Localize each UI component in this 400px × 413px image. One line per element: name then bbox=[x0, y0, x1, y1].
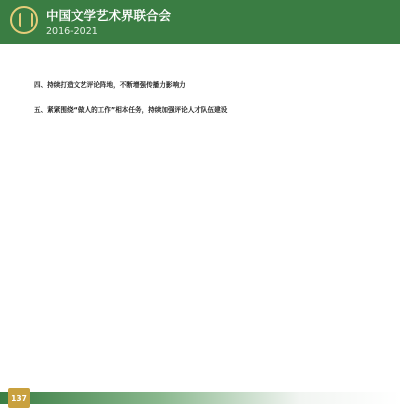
paragraph bbox=[34, 66, 378, 78]
paragraph bbox=[34, 129, 378, 141]
page-number: 137 bbox=[8, 388, 30, 408]
article-body bbox=[34, 66, 378, 140]
cflac-logo-icon bbox=[10, 6, 38, 34]
header-title: 中国文学艺术界联合会 bbox=[46, 8, 172, 23]
paragraph bbox=[34, 117, 378, 129]
paragraph bbox=[34, 92, 378, 104]
section-heading-5: 五、紧紧围绕“做人的工作”相本任务，持续加强评论人才队伍建设 bbox=[34, 106, 228, 115]
page-header bbox=[0, 0, 400, 44]
header-subtitle: 2016-2021 bbox=[46, 26, 98, 37]
section-heading-4: 四、持续打造文艺评论阵地，不断增强传播力影响力 bbox=[34, 80, 186, 89]
footer-bar bbox=[0, 392, 400, 404]
